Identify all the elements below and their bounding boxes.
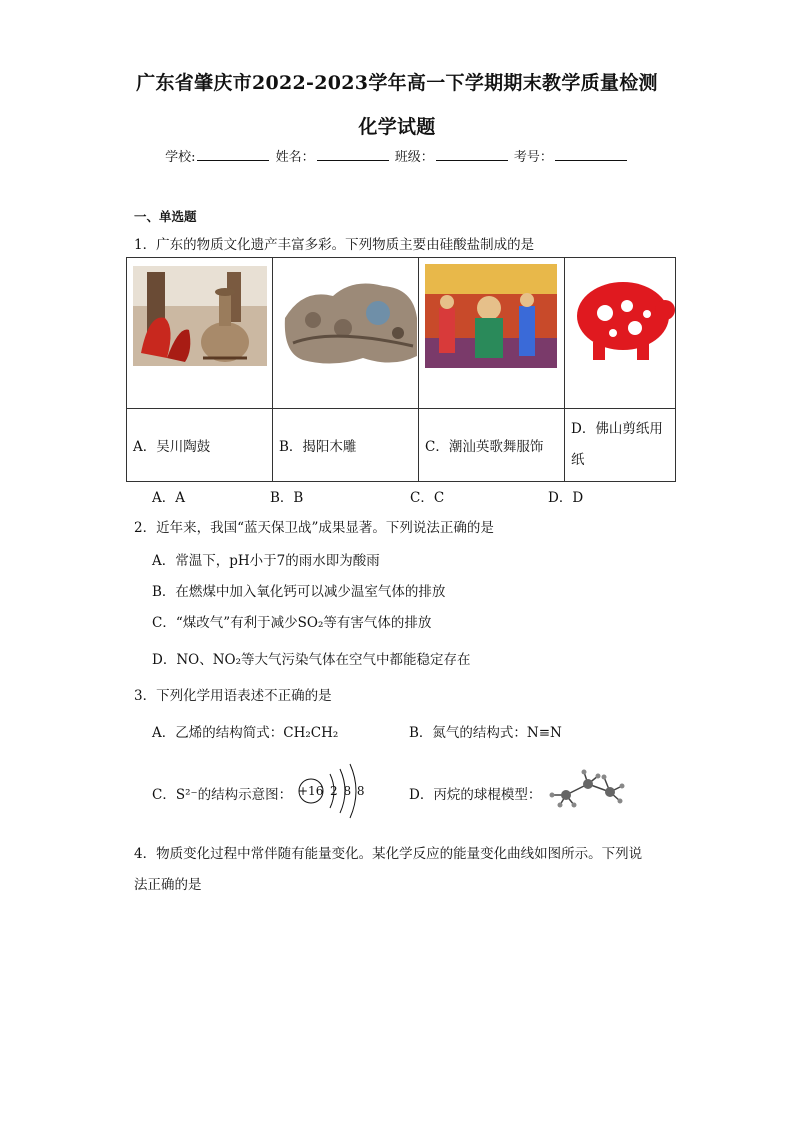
q1-option-d[interactable]: D．D: [548, 490, 584, 506]
name-blank: [317, 148, 389, 161]
wood-carving-image: [273, 258, 418, 404]
pottery-drum-image: [127, 258, 272, 404]
q3-option-b[interactable]: B．氮气的结构式：N≡N: [409, 725, 562, 741]
q2-option-b[interactable]: B．在燃煤中加入氧化钙可以减少温室气体的排放: [152, 584, 446, 600]
question-2-stem: 2．近年来，我国“蓝天保卫战”成果显著。下列说法正确的是: [134, 520, 494, 536]
question-3-stem: 3．下列化学用语表述不正确的是: [134, 688, 332, 704]
dance-costume-image: [419, 258, 564, 404]
propane-ball-stick-model: [544, 768, 630, 808]
section-heading: 一、单选题: [134, 209, 197, 224]
q1-option-c[interactable]: C．C: [410, 490, 445, 506]
paper-cut-pig-image: [565, 258, 675, 404]
q2-option-c[interactable]: C．“煤改气”有利于减少SO₂等有害气体的排放: [152, 615, 432, 631]
q1-option-a[interactable]: A．A: [152, 490, 185, 506]
school-blank: [197, 148, 269, 161]
page-title: 广东省肇庆市2022-2023学年高一下学期期末教学质量检测: [136, 72, 658, 94]
q2-option-a[interactable]: A．常温下，pH小于7的雨水即为酸雨: [152, 553, 380, 569]
exam-no-blank: [555, 148, 627, 161]
class-blank: [436, 148, 508, 161]
student-info-line: [0, 146, 794, 165]
page-subtitle: 化学试题: [358, 116, 436, 138]
q2-option-d[interactable]: D．NO、NO₂等大气污染气体在空气中都能稳定存在: [152, 652, 471, 668]
q1-option-b[interactable]: B．B: [270, 490, 304, 506]
image-cell-a: [127, 258, 273, 409]
cell-label-b: B．揭阳木雕: [273, 409, 419, 482]
question-4-stem-line1: 4．物质变化过程中常伴随有能量变化。某化学反应的能量变化曲线如图所示。下列说: [134, 846, 643, 862]
q3-option-a[interactable]: A．乙烯的结构简式：CH₂CH₂: [152, 725, 339, 741]
cell-label-d: D．佛山剪纸用纸: [565, 409, 676, 482]
image-cell-d: [565, 258, 676, 409]
name-label: 姓名：: [275, 150, 315, 165]
q3-option-c[interactable]: C．S²⁻的结构示意图：: [152, 787, 293, 803]
question-1-stem: 1．广东的物质文化遗产丰富多彩。下列物质主要由硅酸盐制成的是: [134, 237, 535, 253]
nucleus-charge-label: +16: [298, 784, 324, 798]
cell-label-a: A．吴川陶鼓: [127, 409, 273, 482]
exam-no-label: 考号：: [513, 150, 553, 165]
question-1-table: [126, 257, 676, 482]
class-label: 班级：: [394, 150, 434, 165]
image-cell-c: [419, 258, 565, 409]
electron-shell-counts: 2 8 8: [330, 784, 366, 798]
cell-label-c: C．潮汕英歌舞服饰: [419, 409, 565, 482]
image-cell-b: [273, 258, 419, 409]
question-4-stem-line2: 法正确的是: [134, 877, 202, 893]
school-label: 学校:: [165, 150, 196, 165]
q3-option-d[interactable]: D．丙烷的球棍模型：: [409, 787, 542, 803]
